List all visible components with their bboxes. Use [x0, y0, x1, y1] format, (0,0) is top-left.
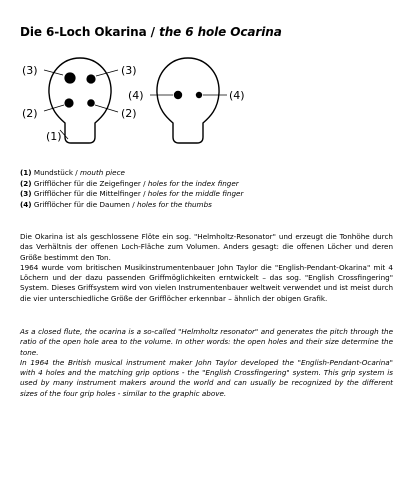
legend-item: (2) Grifflöcher für die Zeigefinger / holes for the index finger [20, 178, 239, 188]
label-index-right: (2) [121, 107, 137, 120]
legend-de: Grifflöcher für die Zeigefinger [33, 178, 141, 188]
legend-item: (4) Grifflöcher für die Daumen / holes for the thumbs [20, 199, 212, 209]
label-thumb-left: (4) [128, 89, 144, 102]
title-de: Die 6-Loch Okarina [20, 25, 147, 39]
paragraph-de-1: Die Okarina ist als geschlossene Flöte ein sog. "Helmholtz-Resonator" und erzeugt die Tonhöhe durch das Verhältnis der offenen Loch-Fläche zum Volumen. Anders gesagt: die offenen Löcher und deren Größe bestimmt den Ton. [20, 232, 393, 262]
legend-item: (3) Grifflöcher für die Mittelfinger / holes for the middle finger [20, 189, 244, 199]
legend-num: (1) [20, 168, 32, 177]
hole-index-right [87, 99, 95, 107]
hole-middle-left [64, 72, 75, 83]
ocarina-front-view [22, 58, 137, 143]
legend-num: (3) [20, 189, 32, 199]
legend-en: holes for the middle finger [147, 189, 244, 199]
legend-en: holes for the index finger [147, 178, 239, 188]
ocarina-back-body [157, 58, 219, 143]
paragraph-german [20, 232, 393, 304]
hole-middle-right [86, 74, 95, 83]
legend-en: mouth piece [79, 168, 125, 177]
ocarina-diagram [0, 55, 416, 165]
legend [20, 168, 243, 210]
hole-thumb-left [174, 91, 182, 99]
label-middle-right: (3) [121, 64, 137, 77]
paragraph-de-2: 1964 wurde vom britischen Musikinstrumentenbauer John Taylor die "English-Pendant-Okarina" mit 4 Löchern und der dazu passenden Griffmöglichkeiten erntwickelt – das sog. "English Crossfingering" System. Dieses Griffsystem wird von vielen Instrumentenbauer weltweit verwendet und ist meist durch die vier unterschiedliche Größe der Grifflöcher erkennbar – ähnlich der obigen Grafik. [20, 262, 393, 303]
label-middle-left: (3) [22, 64, 38, 77]
paragraph-en-1: As a closed flute, the ocarina is a so-called "Helmholtz resonator" and generates the pitch through the ratio of the open hole area to the volume. In other words: the open holes and their size determine the tone. [20, 327, 393, 357]
paragraph-en-2: In 1964 the British musical instrument maker John Taylor developed the "English-Pendant-Ocarina" with 4 holes and the matching grip options - the "English Crossfingering" system. This grip system is used by many instrument makers around the world and can usually be recognized by the different sizes of the four grip holes - similar to the graphic above. [20, 357, 393, 398]
page-title [20, 25, 282, 39]
hole-thumb-right [196, 92, 202, 98]
title-separator: / [146, 25, 160, 39]
legend-de: Mundstück [33, 168, 73, 177]
legend-de: Grifflöcher für die Mittelfinger [33, 189, 141, 199]
legend-en: holes for the thumbs [136, 199, 212, 209]
label-index-left: (2) [22, 107, 38, 120]
label-thumb-right: (4) [229, 89, 245, 102]
paragraph-english [20, 327, 393, 399]
title-en: the 6 hole Ocarina [159, 25, 282, 39]
ocarina-back-view [128, 58, 245, 143]
legend-item: (1) Mundstück / mouth piece [20, 168, 125, 177]
legend-num: (4) [20, 199, 32, 209]
hole-index-left [64, 98, 73, 107]
label-mouthpiece: (1) [46, 130, 62, 143]
legend-num: (2) [20, 178, 32, 188]
legend-de: Grifflöcher für die Daumen [33, 199, 130, 209]
